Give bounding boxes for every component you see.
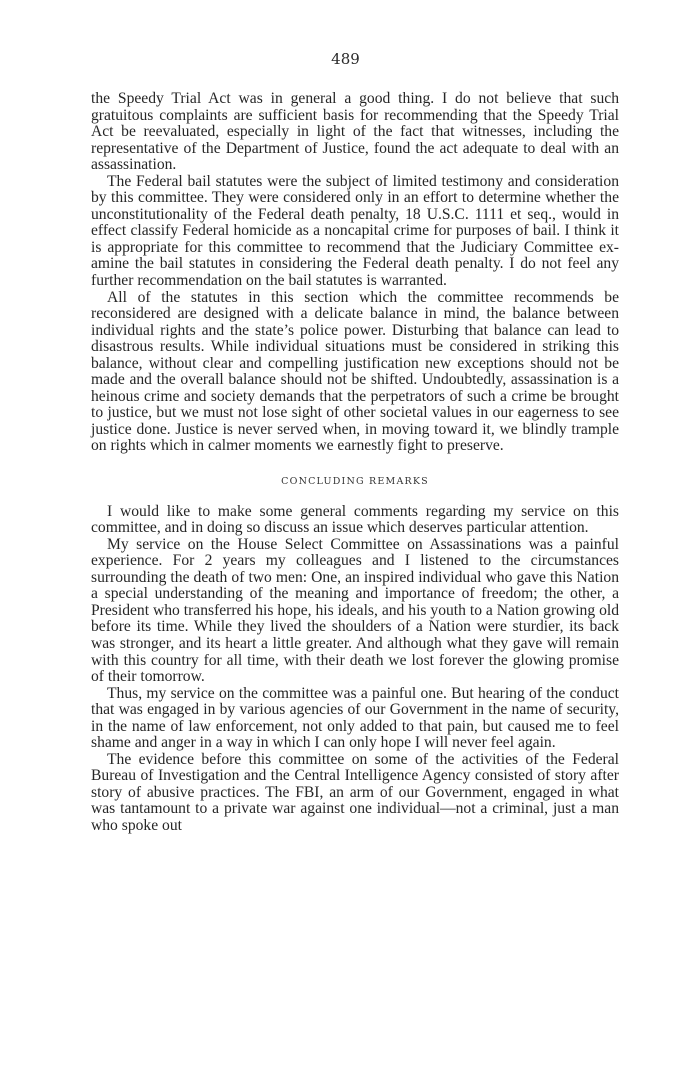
paragraph-general-comments: I would like to make some general comments regarding my service on this committee, and in doing so discuss an issue which deserves particular attention. [91,502,619,537]
text-column [91,91,619,835]
paragraph-painful-experience: My service on the House Select Committee on Assassinations was a painful experience. For 2 years my colleagues and I listened to the circumstances surrounding the death of two men: One, an inspired individual who gave this Nation a special understanding of the meaning and importance of freedom; the other, a President who transferred his hope, his ideals, and his youth to a Nation growing old before its time. While they lived the shoulders of a Nation were sturdier, its back was stronger, and its heart a little greater. And although what they gave will remain with this country for all time, with their death we lost forever the glowing promise of their tomorrow. [91,535,619,686]
page-number: 489 [331,50,360,68]
paragraph-shame-and-anger: Thus, my service on the committee was a painful one. But hearing of the conduct that was engaged in by various agencies of our Government in the name of security, in the name of law enforcement, not only added to that pain, but caused me to feel shame and anger in a way in which I can only hope I will never feel again. [91,684,619,752]
section-heading-concluding-remarks: CONCLUDING REMARKS [281,476,429,488]
paragraph-speedy-trial-continued: the Speedy Trial Act was in general a good thing. I do not believe that such gratuitous complaints are sufficient basis for recommending that the Speedy Trial Act be reevaluated, especially in light of the fact that witnesses, including the representative of the Department of Justice, found the act adequate to deal with an assassination. [91,90,619,174]
paragraph-evidence-fbi-cia: The evidence before this committee on some of the activities of the Federal Bureau of Investigation and the Central Intelligence Agency consisted of story after story of abusive practices. The FBI, an arm of our Government, engaged in what was tantamount to a private war against one individual—not a criminal, just a man who spoke out [91,750,619,834]
paragraph-bail-statutes: The Federal bail statutes were the subject of limited testimony and consideration by this committee. They were considered only in an effort to determine whether the unconstitutionality of the Federal death penalty, 18 U.S.C. 1111 et seq., would in effect classify Federal homicide as a noncapital crime for purposes of bail. I think it is appropriate for this committee to recommend that the Judiciary Committee examine the bail statutes in considering the Federal death penalty. I do not feel any further recommendation on the bail statutes is warranted. [91,172,619,290]
paragraph-delicate-balance: All of the statutes in this section which the committee recommends be reconsidered are designed with a delicate balance in mind, the balance between individual rights and the state’s police power. Disturbing that balance can lead to disastrous results. While individual situations must be considered in striking this balance, without clear and compelling justification new exceptions should not be made and the overall balance should not be shifted. Undoubtedly, assassination is a heinous crime and society demands that the perpetrators of such a crime be brought to justice, but we must not lose sight of other societal values in our eagerness to see justice done. Justice is never served when, in moving toward it, we blindly trample on rights which in calmer moments we earnestly fight to preserve. [91,288,619,455]
